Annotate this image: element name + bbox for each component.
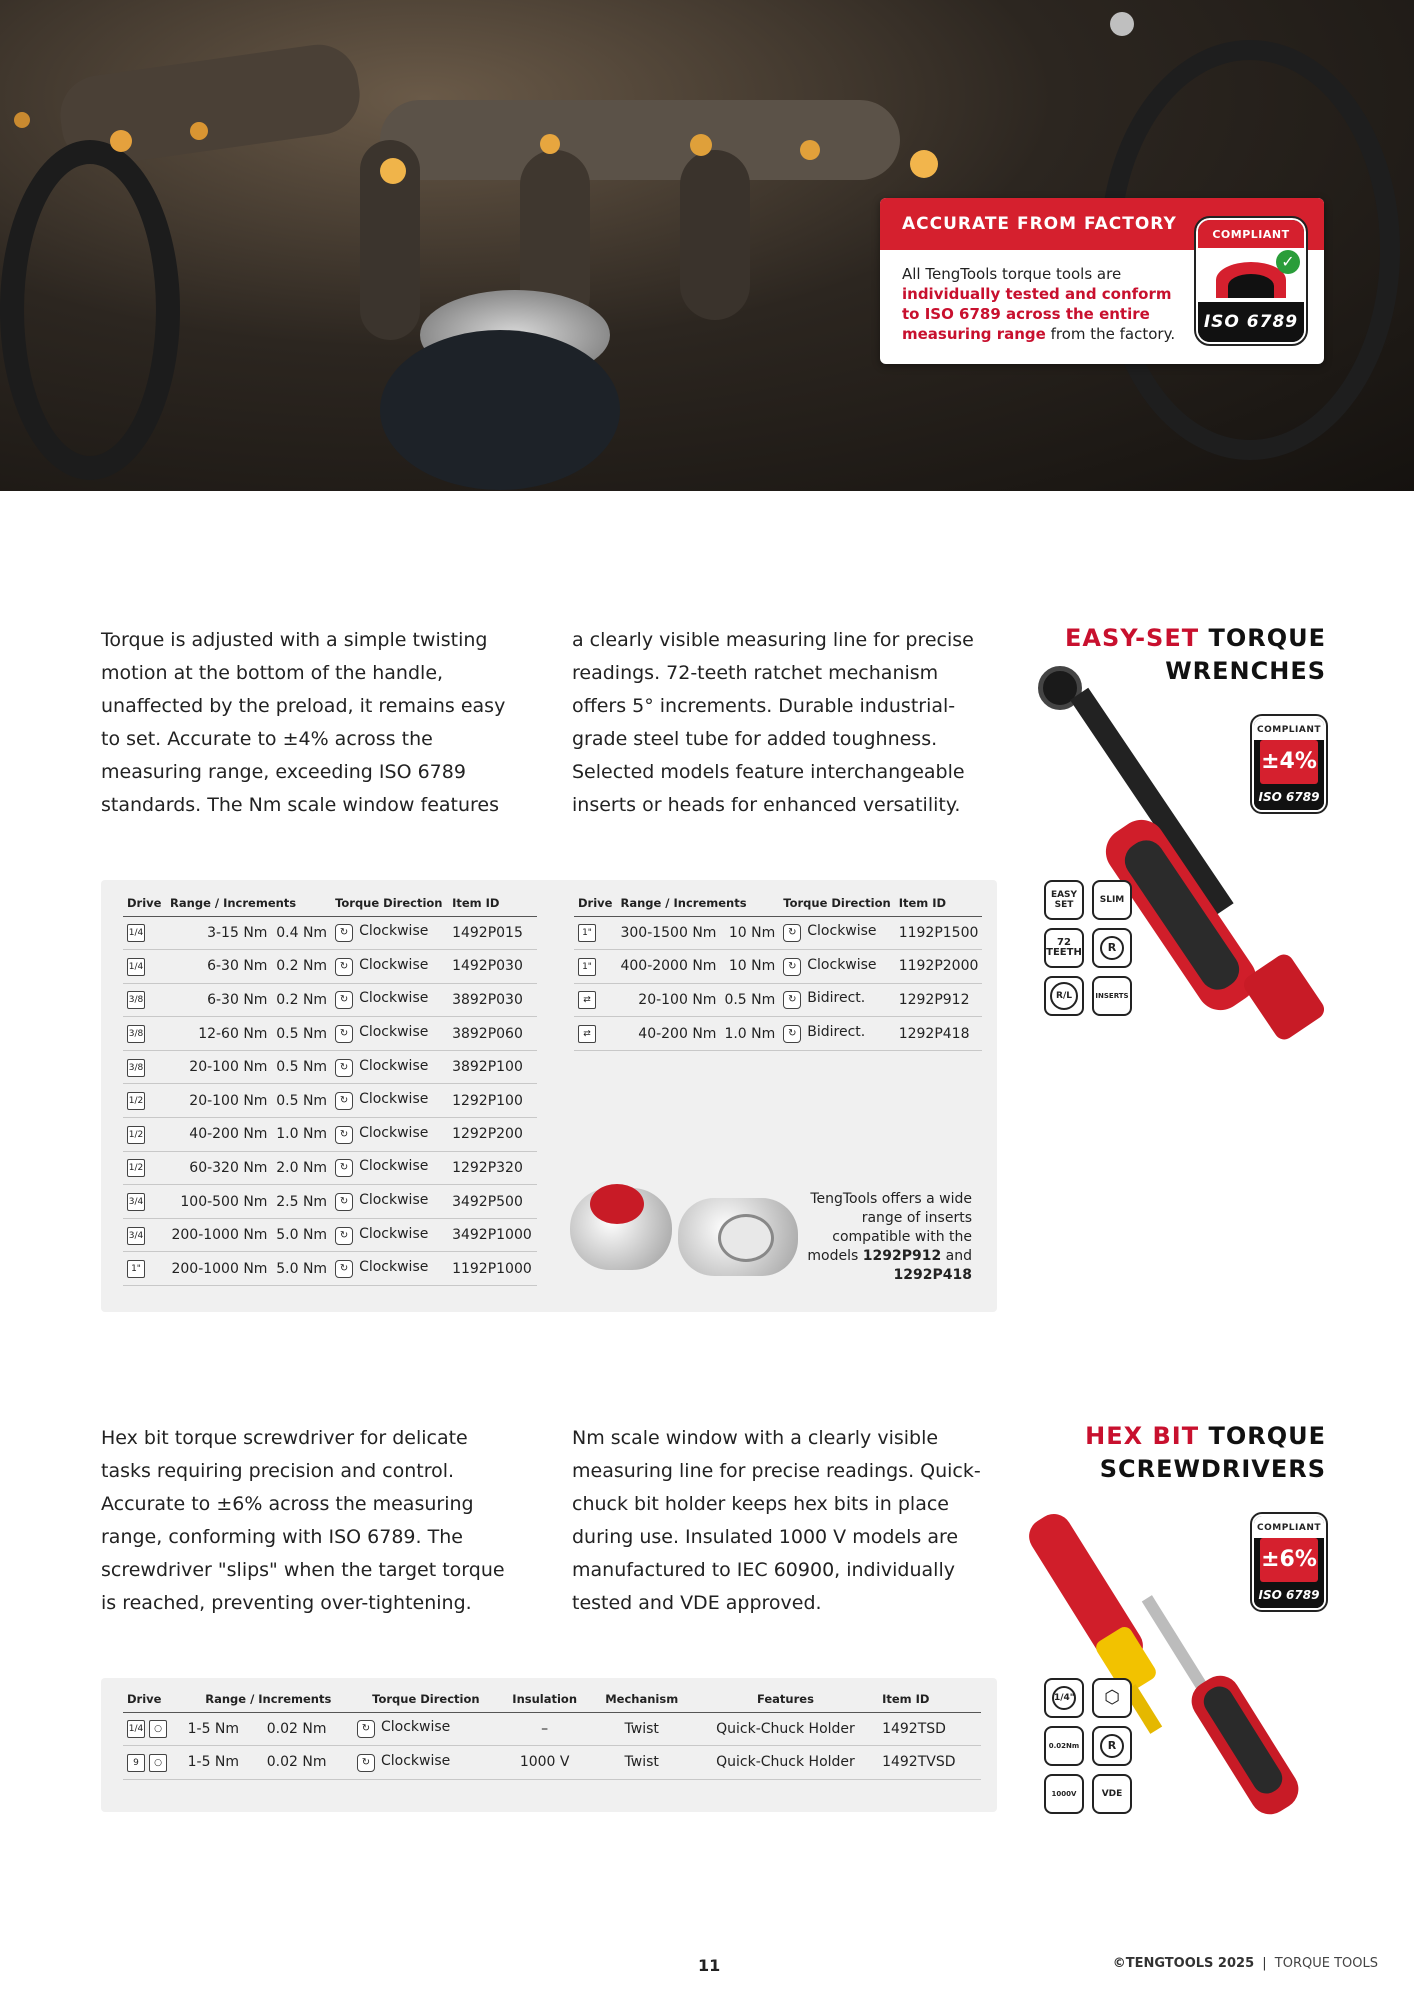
- drive-size-icon: 1/2: [127, 1092, 145, 1110]
- direction-label: Clockwise: [380, 1752, 451, 1769]
- clockwise-icon: ↻: [335, 1227, 353, 1245]
- wrench-accuracy-badge: COMPLIANT ±4% ISO 6789: [1252, 716, 1326, 812]
- hex-bit-icon: ⬡: [1092, 1678, 1132, 1718]
- direction-cell: [779, 983, 894, 1017]
- clockwise-icon: ↻: [783, 991, 801, 1009]
- item-id-cell: 1192P2000: [895, 950, 983, 984]
- clockwise-icon: ↻: [783, 924, 801, 942]
- direction-label: Clockwise: [359, 1192, 429, 1209]
- check-icon: ✓: [1276, 250, 1300, 274]
- col-drive: Drive: [123, 1684, 184, 1712]
- increments-icon: 0.02Nm: [1044, 1726, 1084, 1766]
- range-cell: 20-100 Nm: [166, 1084, 271, 1118]
- col-range: Range / Increments: [616, 888, 779, 916]
- direction-label: Bidirect.: [807, 1024, 866, 1041]
- increment-cell: 10 Nm: [720, 916, 779, 950]
- col-features: Features: [693, 1684, 878, 1712]
- ratchet-icon: R: [1092, 928, 1132, 968]
- direction-label: Clockwise: [359, 956, 429, 973]
- table-row: [123, 916, 537, 950]
- drive-size-icon: 1/4: [127, 924, 145, 942]
- page-number: 11: [698, 1956, 721, 1975]
- table-row: [123, 1151, 537, 1185]
- range-cell: 6-30 Nm: [166, 950, 271, 984]
- item-id-cell: 3492P1000: [448, 1218, 537, 1252]
- wrench-table-left: [123, 888, 537, 1286]
- direction-label: Clockwise: [380, 1719, 451, 1736]
- drive-cell: [123, 1218, 166, 1252]
- drive-cell: [574, 916, 616, 950]
- item-id-cell: 1192P1000: [448, 1252, 537, 1286]
- clockwise-icon: ↻: [335, 924, 353, 942]
- easy-set-icon: EASY SET: [1044, 880, 1084, 920]
- item-id-cell: 1492P015: [448, 916, 537, 950]
- increment-cell: 2.5 Nm: [271, 1185, 331, 1219]
- features-cell: Quick-Chuck Holder: [693, 1712, 878, 1746]
- range-cell: 200-1000 Nm: [166, 1252, 271, 1286]
- item-id-cell: 1292P912: [895, 983, 983, 1017]
- direction-cell: [331, 950, 448, 984]
- clockwise-icon: ↻: [783, 958, 801, 976]
- table-row: [123, 1084, 537, 1118]
- increment-cell: 1.0 Nm: [720, 1017, 779, 1051]
- screwdriver-description-right: Nm scale window with a clearly visible measuring line for precise readings. Quick-chuck bit holder keeps hex bits in place during use. Insulated 1000 V models are manufactured to IEC 60900, individually tested and VDE approved.: [572, 1427, 981, 1614]
- direction-cell: [331, 1218, 448, 1252]
- direction-cell: [331, 1017, 448, 1051]
- ratchet-icon: R: [1092, 1726, 1132, 1766]
- direction-cell: [331, 1118, 448, 1152]
- clockwise-icon: ↻: [335, 1126, 353, 1144]
- direction-label: Clockwise: [359, 923, 429, 940]
- increment-cell: 0.5 Nm: [271, 1084, 331, 1118]
- wrench-description-right: a clearly visible measuring line for precise readings. 72-teeth ratchet mechanism offers 5° increments. Durable industrial-grade steel tube for added toughness. Selected models feature interchangeable inserts or heads for enhanced versatility.: [572, 629, 974, 816]
- direction-label: Clockwise: [359, 1259, 429, 1276]
- mechanism-cell: Twist: [591, 1746, 693, 1780]
- clockwise-icon: ↻: [335, 1092, 353, 1110]
- drive-size-icon: 1/4: [127, 958, 145, 976]
- drive-size-icon: 3/8: [127, 991, 145, 1009]
- clockwise-icon: ↻: [335, 1260, 353, 1278]
- drive-size-icon: 1/4: [127, 1720, 145, 1738]
- drive-size-icon: ⇄: [578, 991, 596, 1009]
- direction-cell: [779, 950, 894, 984]
- increment-cell: 0.5 Nm: [720, 983, 779, 1017]
- screwdriver-section-title: HEX BIT TORQUE SCREWDRIVERS: [1085, 1422, 1326, 1483]
- range-cell: 300-1500 Nm: [616, 916, 720, 950]
- torque-screwdriver-image: [1040, 1500, 1330, 1820]
- range-cell: 12-60 Nm: [166, 1017, 271, 1051]
- direction-cell: [331, 1185, 448, 1219]
- clockwise-icon: ↻: [783, 1025, 801, 1043]
- increment-cell: 5.0 Nm: [271, 1252, 331, 1286]
- direction-label: Bidirect.: [807, 990, 866, 1007]
- direction-label: Clockwise: [359, 1024, 429, 1041]
- range-cell: 100-500 Nm: [166, 1185, 271, 1219]
- table-row: [123, 983, 537, 1017]
- range-cell: 40-200 Nm: [166, 1118, 271, 1152]
- screwdriver-accuracy-badge: COMPLIANT ±6% ISO 6789: [1252, 1514, 1326, 1610]
- drive-cell: [574, 983, 616, 1017]
- range-cell: 1-5 Nm: [184, 1712, 263, 1746]
- wrench-section-title: EASY-SET TORQUE WRENCHES: [1064, 624, 1326, 685]
- direction-label: Clockwise: [359, 1158, 429, 1175]
- range-cell: 3-15 Nm: [166, 916, 271, 950]
- insulation-cell: –: [499, 1712, 591, 1746]
- range-cell: 40-200 Nm: [616, 1017, 720, 1051]
- col-item-id: Item ID: [448, 888, 537, 916]
- clockwise-icon: ↻: [335, 991, 353, 1009]
- drive-cell: [123, 1185, 166, 1219]
- drive-cell: [123, 983, 166, 1017]
- factory-heading: ACCURATE FROM FACTORY: [880, 198, 1324, 250]
- hex-socket-icon: ○: [149, 1754, 167, 1772]
- direction-label: Clockwise: [807, 923, 877, 940]
- item-id-cell: 3492P500: [448, 1185, 537, 1219]
- range-cell: 400-2000 Nm: [616, 950, 720, 984]
- col-direction: Torque Direction: [353, 1684, 499, 1712]
- hex-socket-icon: ○: [149, 1720, 167, 1738]
- drive-cell: [123, 1252, 166, 1286]
- col-direction: Torque Direction: [779, 888, 894, 916]
- increment-cell: 1.0 Nm: [271, 1118, 331, 1152]
- 72-teeth-icon: 72 TEETH: [1044, 928, 1084, 968]
- range-cell: 6-30 Nm: [166, 983, 271, 1017]
- range-cell: 60-320 Nm: [166, 1151, 271, 1185]
- clockwise-icon: ↻: [335, 1193, 353, 1211]
- increment-cell: 0.2 Nm: [271, 950, 331, 984]
- range-cell: 1-5 Nm: [184, 1746, 263, 1780]
- drive-size-icon: 1": [127, 1260, 145, 1278]
- torque-wrench-image: [1010, 660, 1350, 1080]
- screwdriver-table: [123, 1684, 981, 1780]
- table-row: [123, 1746, 981, 1780]
- col-direction: Torque Direction: [331, 888, 448, 916]
- item-id-cell: 3892P060: [448, 1017, 537, 1051]
- direction-cell: [331, 1252, 448, 1286]
- table-row: [574, 1017, 982, 1051]
- range-cell: 20-100 Nm: [166, 1050, 271, 1084]
- drive-size-icon: 3/8: [127, 1059, 145, 1077]
- right-left-icon: R/L: [1044, 976, 1084, 1016]
- clockwise-icon: ↻: [357, 1720, 375, 1738]
- direction-cell: [331, 983, 448, 1017]
- table-row: [123, 1218, 537, 1252]
- drive-size-icon: 9: [127, 1754, 145, 1772]
- mechanism-cell: Twist: [591, 1712, 693, 1746]
- drive-cell: [123, 1712, 184, 1746]
- inserts-icon: INSERTS: [1092, 976, 1132, 1016]
- item-id-cell: 1492TVSD: [878, 1746, 981, 1780]
- drive-cell: [123, 1084, 166, 1118]
- direction-label: Clockwise: [359, 1091, 429, 1108]
- footer-credit: ©TENGTOOLS 2025 | TORQUE TOOLS: [1112, 1956, 1378, 1971]
- range-cell: 200-1000 Nm: [166, 1218, 271, 1252]
- drive-size-icon: 1": [578, 924, 596, 942]
- drive-cell: [574, 1017, 616, 1051]
- screwdriver-description-left: Hex bit torque screwdriver for delicate tasks requiring precision and control. Accurate to ±6% across the measuring range, conforming with ISO 6789. The screwdriver "slips" when the target torque is reached, preventing over-tightening.: [101, 1427, 505, 1614]
- wrench-table-right: [574, 888, 982, 1051]
- features-cell: Quick-Chuck Holder: [693, 1746, 878, 1780]
- drive-cell: [123, 1050, 166, 1084]
- direction-cell: [353, 1712, 499, 1746]
- drive-size-icon: 1": [578, 958, 596, 976]
- clockwise-icon: ↻: [335, 1059, 353, 1077]
- range-cell: 20-100 Nm: [616, 983, 720, 1017]
- slim-head-icon: SLIM: [1092, 880, 1132, 920]
- direction-cell: [779, 916, 894, 950]
- increment-cell: 2.0 Nm: [271, 1151, 331, 1185]
- drive-cell: [574, 950, 616, 984]
- clockwise-icon: ↻: [357, 1754, 375, 1772]
- drive-cell: [123, 950, 166, 984]
- direction-cell: [331, 1050, 448, 1084]
- table-row: [123, 950, 537, 984]
- item-id-cell: 1292P100: [448, 1084, 537, 1118]
- iso-compliant-badge: COMPLIANT ✓ ISO 6789: [1196, 218, 1306, 344]
- col-item-id: Item ID: [878, 1684, 981, 1712]
- increment-cell: 10 Nm: [720, 950, 779, 984]
- item-id-cell: 3892P100: [448, 1050, 537, 1084]
- direction-cell: [779, 1017, 894, 1051]
- insulation-cell: 1000 V: [499, 1746, 591, 1780]
- table-row: [123, 1118, 537, 1152]
- increment-cell: 0.4 Nm: [271, 916, 331, 950]
- item-id-cell: 1492P030: [448, 950, 537, 984]
- direction-label: Clockwise: [359, 1057, 429, 1074]
- clockwise-icon: ↻: [335, 958, 353, 976]
- col-insulation: Insulation: [499, 1684, 591, 1712]
- item-id-cell: 1292P320: [448, 1151, 537, 1185]
- wrench-description-left: Torque is adjusted with a simple twisting motion at the bottom of the handle, unaffected by the preload, it remains easy to set. Accurate to ±4% across the measuring range, exceeding ISO 6789 standards. The Nm scale window features: [101, 629, 506, 816]
- drive-cell: [123, 916, 166, 950]
- drive-size-icon: 1/2: [127, 1126, 145, 1144]
- table-row: [574, 916, 982, 950]
- quarter-inch-drive-icon: 1/4": [1044, 1678, 1084, 1718]
- factory-text: All TengTools torque tools are individually tested and conform to ISO 6789 across the entire measuring range from the factory.: [902, 265, 1176, 343]
- col-range: Range / Increments: [166, 888, 331, 916]
- col-item-id: Item ID: [895, 888, 983, 916]
- item-id-cell: 1292P418: [895, 1017, 983, 1051]
- tengtools-logo-icon: [1198, 248, 1304, 302]
- clockwise-icon: ↻: [335, 1025, 353, 1043]
- table-row: [123, 1252, 537, 1286]
- insulated-1000v-icon: 1000V: [1044, 1774, 1084, 1814]
- direction-cell: [331, 916, 448, 950]
- col-drive: Drive: [123, 888, 166, 916]
- item-id-cell: 1492TSD: [878, 1712, 981, 1746]
- col-drive: Drive: [574, 888, 616, 916]
- item-id-cell: 3892P030: [448, 983, 537, 1017]
- increment-cell: 0.02 Nm: [263, 1712, 353, 1746]
- table-row: [574, 950, 982, 984]
- drive-cell: [123, 1118, 166, 1152]
- increment-cell: 0.02 Nm: [263, 1746, 353, 1780]
- drive-cell: [123, 1746, 184, 1780]
- vde-icon: VDE: [1092, 1774, 1132, 1814]
- col-range: Range / Increments: [184, 1684, 353, 1712]
- drive-size-icon: 3/8: [127, 1025, 145, 1043]
- increment-cell: 0.2 Nm: [271, 983, 331, 1017]
- direction-label: Clockwise: [359, 1124, 429, 1141]
- direction-label: Clockwise: [359, 1225, 429, 1242]
- table-row: [574, 983, 982, 1017]
- table-row: [123, 1712, 981, 1746]
- drive-cell: [123, 1017, 166, 1051]
- drive-size-icon: 1/2: [127, 1159, 145, 1177]
- col-mechanism: Mechanism: [591, 1684, 693, 1712]
- accurate-from-factory-box: [880, 198, 1324, 364]
- drive-size-icon: 3/4: [127, 1193, 145, 1211]
- drive-cell: [123, 1151, 166, 1185]
- direction-label: Clockwise: [359, 990, 429, 1007]
- table-row: [123, 1050, 537, 1084]
- clockwise-icon: ↻: [335, 1159, 353, 1177]
- direction-cell: [331, 1084, 448, 1118]
- inserts-image: [568, 1176, 814, 1294]
- increment-cell: 0.5 Nm: [271, 1050, 331, 1084]
- direction-cell: [331, 1151, 448, 1185]
- table-row: [123, 1017, 537, 1051]
- direction-label: Clockwise: [807, 956, 877, 973]
- increment-cell: 5.0 Nm: [271, 1218, 331, 1252]
- table-row: [123, 1185, 537, 1219]
- inserts-note: TengTools offers a wide range of inserts compatible with the models 1292P912 and 1292P418: [807, 1191, 972, 1283]
- item-id-cell: 1192P1500: [895, 916, 983, 950]
- drive-size-icon: ⇄: [578, 1025, 596, 1043]
- drive-size-icon: 3/4: [127, 1227, 145, 1245]
- direction-cell: [353, 1746, 499, 1780]
- item-id-cell: 1292P200: [448, 1118, 537, 1152]
- increment-cell: 0.5 Nm: [271, 1017, 331, 1051]
